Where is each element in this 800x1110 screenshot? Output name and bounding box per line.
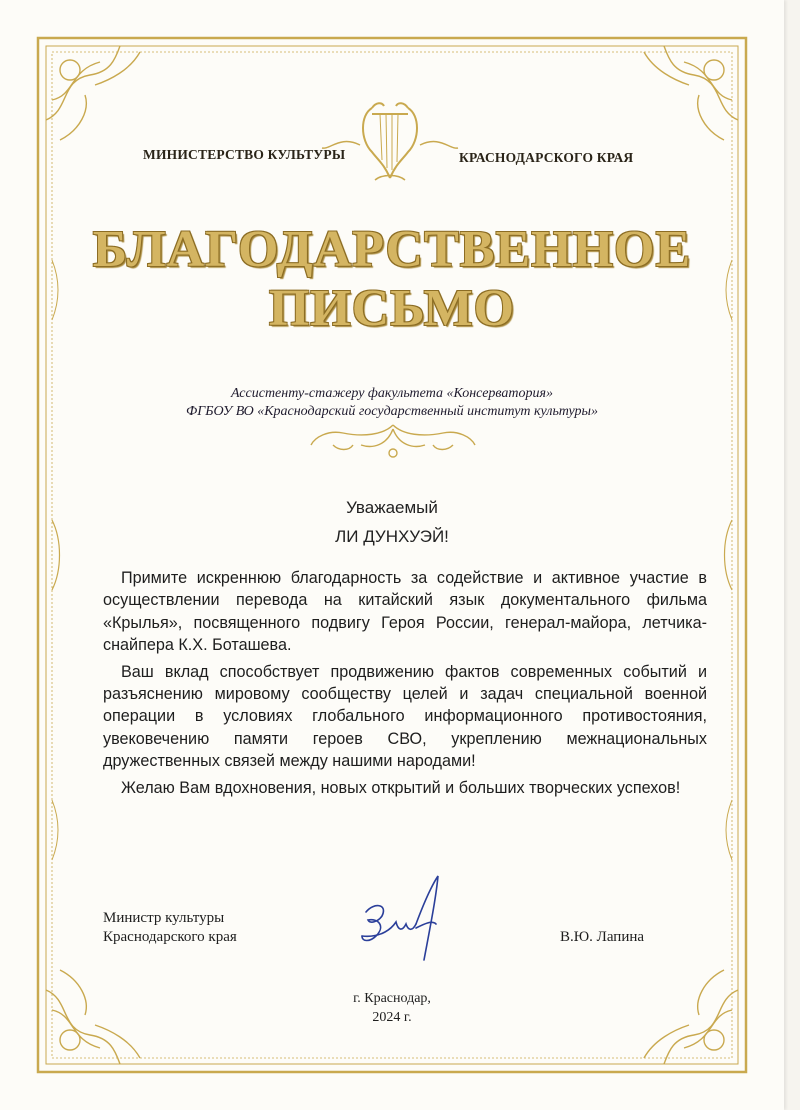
lyre-icon xyxy=(320,90,460,190)
corner-ornament-top-left xyxy=(46,46,140,140)
recipient-name: ЛИ ДУНХУЭЙ! xyxy=(335,527,449,546)
signatory-title-line-2: Краснодарского края xyxy=(103,929,237,945)
letter-body xyxy=(103,567,707,803)
body-paragraph-3: Желаю Вам вдохновения, новых открытий и больших творческих успехов! xyxy=(121,778,681,797)
signatory-name: В.Ю. Лапина xyxy=(560,929,645,945)
place: г. Краснодар, xyxy=(353,991,431,1006)
title-line-1: БЛАГОДАРСТВЕННОЕ xyxy=(92,221,692,278)
signatory-title-line-1: Министр культуры xyxy=(103,910,225,926)
scroll-ornament-icon xyxy=(303,415,483,465)
recipient-line-1: Ассистенту-стажеру факультета «Консерватория» xyxy=(230,386,554,401)
ministry-name-right: КРАСНОДАРСКОГО КРАЯ xyxy=(459,150,634,165)
ministry-name-left: МИНИСТЕРСТВО КУЛЬТУРЫ xyxy=(143,147,346,162)
greeting-line-1: Уважаемый xyxy=(346,498,438,517)
body-paragraph-2: Ваш вклад способствует продвижению фактов современных событий и разъяснению мировому сообществу целей и задач специальной военной операции в условиях глобального информационного противостояния, увековечению памяти героев СВО, укреплению межнациональных дружественных связей между нашими народами! xyxy=(103,662,707,771)
year: 2024 г. xyxy=(372,1010,412,1025)
body-paragraph-1: Примите искреннюю благодарность за содействие и активное участие в осуществлении перевода на китайский язык документального фильма «Крылья», посвященного подвигу Героя России, генерал-майора, летчика-снайпера К.Х. Боташева. xyxy=(103,569,707,655)
recipient-line-2: ФГБОУ ВО «Краснодарский государственный институт культуры» xyxy=(186,404,598,419)
handwritten-signature xyxy=(352,868,452,968)
corner-ornament-top-right xyxy=(644,46,738,140)
title-line-2: ПИСЬМО xyxy=(268,280,516,337)
